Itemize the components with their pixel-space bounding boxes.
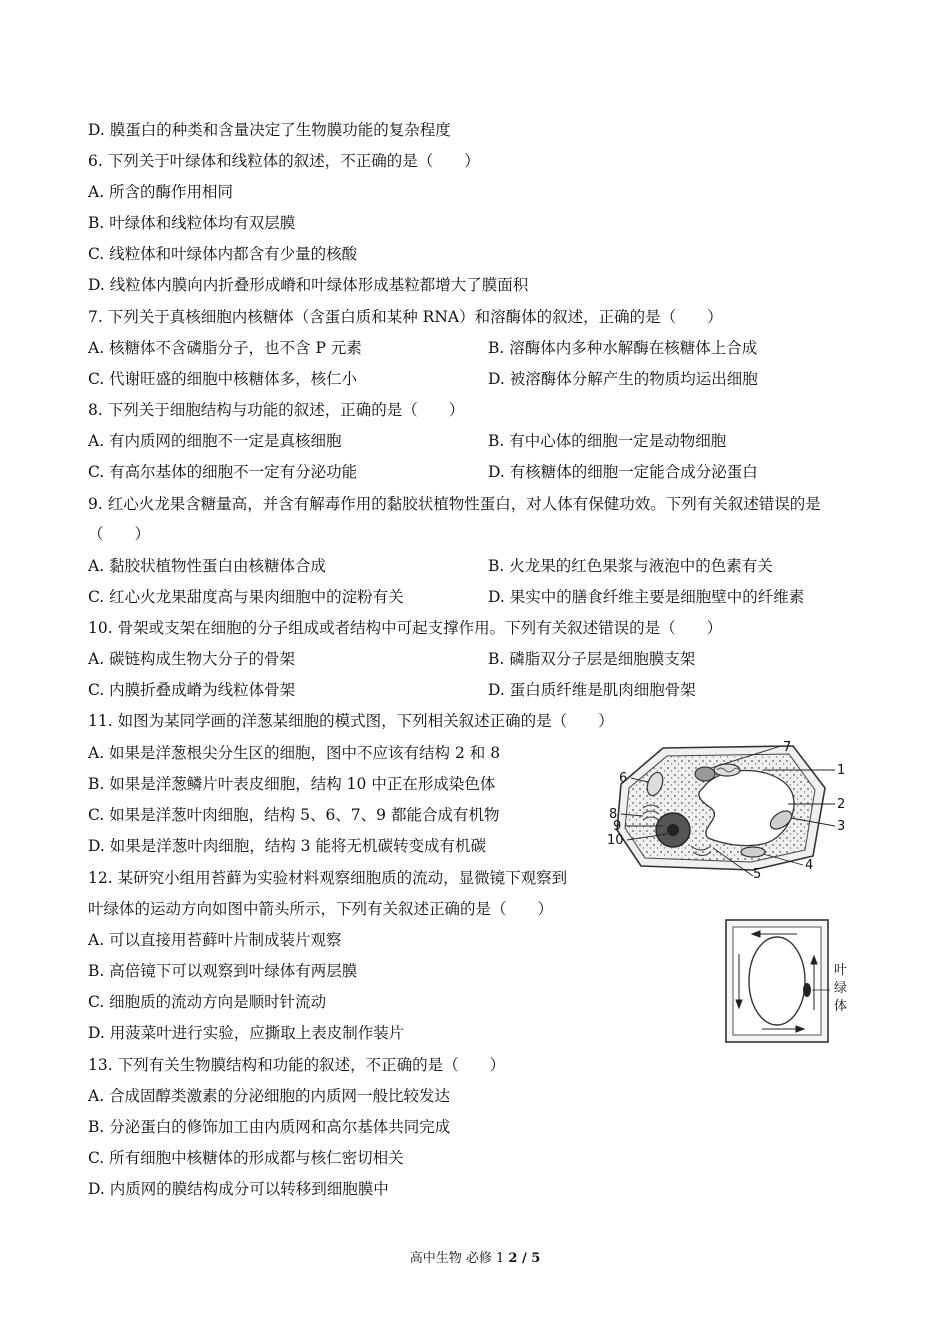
q11-option-c: C. 如果是洋葱叶肉细胞，结构 5、6、7、9 都能合成有机物 [88, 806, 500, 824]
q11-option-d: D. 如果是洋葱叶肉细胞，结构 3 能将无机碳转变成有机碳 [88, 837, 486, 855]
cell-label-1: 1 [837, 763, 846, 778]
q9-option-b: B. 火龙果的红色果浆与液泡中的色素有关 [488, 557, 773, 575]
label-lv: 绿 [834, 981, 848, 996]
q12-option-a: A. 可以直接用苔藓叶片制成装片观察 [88, 931, 342, 949]
label-ti: 体 [834, 999, 848, 1014]
q9-stem: 9. 红心火龙果含糖量高，并含有解毒作用的黏胶状植物性蛋白，对人体有保健功效。下列有关叙述错误的是 [88, 495, 821, 513]
footer-subject: 高中生物 必修 1 [409, 1251, 509, 1266]
q13-option-b: B. 分泌蛋白的修饰加工由内质网和高尔基体共同完成 [88, 1118, 451, 1136]
q9-option-c: C. 红心火龙果甜度高与果肉细胞中的淀粉有关 [88, 588, 404, 606]
q7-option-d: D. 被溶酶体分解产生的物质均运出细胞 [488, 370, 758, 388]
cell-label-6: 6 [619, 771, 628, 786]
cytoplasm-flow-figure [722, 918, 862, 1046]
q12-option-d: D. 用菠菜叶进行实验，应撕取上表皮制作装片 [88, 1024, 405, 1042]
q8-option-a: A. 有内质网的细胞不一定是真核细胞 [88, 432, 342, 450]
cell-label-4: 4 [805, 858, 814, 873]
q9-option-d: D. 果实中的膳食纤维主要是细胞壁中的纤维素 [488, 588, 805, 606]
cell-label-8: 8 [609, 807, 618, 822]
q5-option-d: D. 膜蛋白的种类和含量决定了生物膜功能的复杂程度 [88, 121, 451, 139]
q10-option-d: D. 蛋白质纤维是肌肉细胞骨架 [488, 681, 696, 699]
q10-option-b: B. 磷脂双分子层是细胞膜支架 [488, 650, 696, 668]
q6-option-d: D. 线粒体内膜向内折叠形成嵴和叶绿体形成基粒都增大了膜面积 [88, 276, 529, 294]
cell-label-10: 10 [607, 833, 624, 848]
page-footer [0, 1247, 950, 1266]
cell-label-5: 5 [753, 867, 762, 878]
q13-option-d: D. 内质网的膜结构成分可以转移到细胞膜中 [88, 1180, 389, 1198]
nucleolus [667, 824, 679, 836]
q11-option-b: B. 如果是洋葱鳞片叶表皮细胞，结构 10 中正在形成染色体 [88, 775, 496, 793]
q11-option-a: A. 如果是洋葱根尖分生区的细胞，图中不应该有结构 2 和 8 [88, 744, 501, 762]
q7-option-a: A. 核糖体不含磷脂分子，也不含 P 元素 [88, 339, 362, 357]
q8-option-d: D. 有核糖体的细胞一定能合成分泌蛋白 [488, 463, 758, 481]
q7-option-c: C. 代谢旺盛的细胞中核糖体多，核仁小 [88, 370, 358, 388]
q11-stem: 11. 如图为某同学画的洋葱某细胞的模式图，下列相关叙述正确的是（ ） [88, 712, 614, 730]
q8-stem: 8. 下列关于细胞结构与功能的叙述，正确的是（ ） [88, 401, 465, 419]
vacuole-oval [749, 937, 805, 1025]
q13-option-c: C. 所有细胞中核糖体的形成都与核仁密切相关 [88, 1149, 404, 1167]
q12-option-c: C. 细胞质的流动方向是顺时针流动 [88, 993, 327, 1011]
q6-stem: 6. 下列关于叶绿体和线粒体的叙述，不正确的是（ ） [88, 152, 480, 170]
q13-option-a: A. 合成固醇类激素的分泌细胞的内质网一般比较发达 [88, 1087, 451, 1105]
q9-stem-bracket: （ ） [88, 525, 151, 543]
q12-stem: 12. 某研究小组用苔藓为实验材料观察细胞质的流动，显微镜下观察到 [88, 869, 568, 887]
onion-cell-figure [603, 738, 853, 878]
q6-option-a: A. 所含的酶作用相同 [88, 183, 234, 201]
q12-option-b: B. 高倍镜下可以观察到叶绿体有两层膜 [88, 962, 358, 980]
q7-stem: 7. 下列关于真核细胞内核糖体（含蛋白质和某种 RNA）和溶酶体的叙述，正确的是（ ） [88, 308, 723, 326]
q8-option-c: C. 有高尔基体的细胞不一定有分泌功能 [88, 463, 358, 481]
q6-option-c: C. 线粒体和叶绿体内都含有少量的核酸 [88, 245, 358, 263]
q10-option-c: C. 内膜折叠成嵴为线粒体骨架 [88, 681, 296, 699]
cell-label-3: 3 [837, 819, 846, 834]
q10-option-a: A. 碳链构成生物大分子的骨架 [88, 650, 296, 668]
chloroplast-lower [741, 847, 765, 857]
q7-option-b: B. 溶酶体内多种水解酶在核糖体上合成 [488, 339, 758, 357]
golgi-top [695, 767, 715, 781]
label-ye: 叶 [834, 963, 848, 978]
q9-option-a: A. 黏胶状植物性蛋白由核糖体合成 [88, 557, 327, 575]
cell-label-2: 2 [837, 797, 846, 812]
vacuole [699, 770, 794, 845]
q13-stem: 13. 下列有关生物膜结构和功能的叙述，不正确的是（ ） [88, 1056, 506, 1074]
footer-page-number: 2 / 5 [508, 1251, 541, 1266]
q10-stem: 10. 骨架或支架在细胞的分子组成或者结构中可起支撑作用。下列有关叙述错误的是（ ） [88, 619, 723, 637]
q6-option-b: B. 叶绿体和线粒体均有双层膜 [88, 214, 296, 232]
cell-label-7: 7 [783, 740, 792, 755]
cell-label-9: 9 [613, 819, 622, 834]
chloroplast-dot [803, 983, 811, 997]
q12-stem-line2: 叶绿体的运动方向如图中箭头所示，下列有关叙述正确的是（ ） [88, 900, 554, 918]
q8-option-b: B. 有中心体的细胞一定是动物细胞 [488, 432, 727, 450]
